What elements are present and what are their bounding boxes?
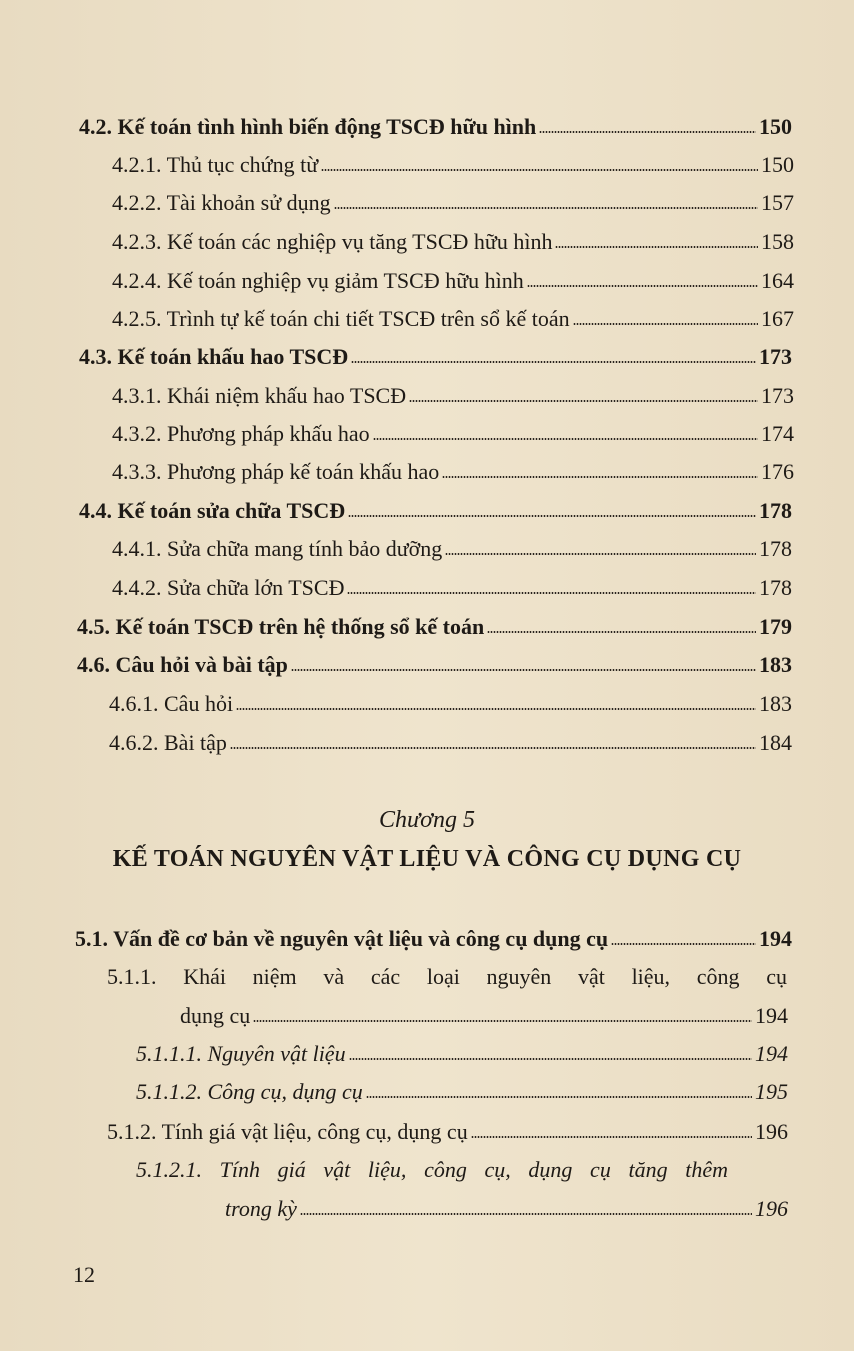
toc-entry-label: 4.2. Kế toán tình hình biến động TSCĐ hữu hình (79, 114, 537, 139)
leader-dots (366, 1095, 752, 1099)
toc-entry-label: 4.6. Câu hỏi và bài tập (77, 652, 288, 677)
leader-dots (611, 942, 756, 946)
toc-entry-page: 158 (761, 229, 794, 254)
leader-dots (409, 399, 758, 403)
toc-entry-page: 194 (759, 926, 792, 951)
toc-entry-page: 167 (761, 306, 794, 331)
leader-dots (539, 130, 756, 134)
toc-entry-page: 178 (759, 498, 792, 523)
toc-entry[interactable] (112, 421, 794, 447)
toc-entry-page: 179 (759, 614, 792, 639)
leader-dots (321, 168, 758, 172)
toc-entry-page: 150 (759, 114, 792, 139)
toc-entry-page: 195 (755, 1079, 788, 1104)
toc-entry-page: 173 (761, 383, 794, 408)
toc-entry-label: 4.3.2. Phương pháp khấu hao (112, 421, 370, 446)
toc-entry[interactable] (107, 1119, 788, 1145)
toc-entry[interactable] (112, 268, 794, 294)
toc-entry-page: 183 (759, 652, 792, 677)
toc-entry[interactable] (112, 190, 794, 216)
toc-entry-label: 4.4.2. Sửa chữa lớn TSCĐ (112, 575, 345, 600)
toc-entry-label: 4.4.1. Sửa chữa mang tính bảo dưỡng (112, 536, 443, 561)
leader-dots (291, 668, 756, 672)
leader-dots (445, 552, 756, 556)
leader-dots (348, 514, 756, 518)
toc-entry-label: dụng cụ (180, 1003, 251, 1028)
leader-dots (236, 707, 756, 711)
toc-entry-label: 4.3.3. Phương pháp kế toán khấu hao (112, 459, 440, 484)
toc-entry-label[interactable]: 5.1.1. Khái niệm và các loại nguyên vật liệu, công cụ (107, 964, 787, 989)
page-number: 12 (73, 1262, 95, 1287)
toc-entry[interactable] (180, 1003, 788, 1029)
toc-entry-page: 164 (761, 268, 794, 293)
toc-entry-page: 174 (761, 421, 794, 446)
toc-entry[interactable] (109, 691, 792, 717)
toc-entry[interactable] (112, 575, 792, 601)
toc-entry-label: 4.3. Kế toán khấu hao TSCĐ (79, 344, 349, 369)
leader-dots (300, 1212, 752, 1216)
leader-dots (442, 475, 758, 479)
toc-entry-label: 5.1.2. Tính giá vật liệu, công cụ, dụng cụ (107, 1119, 468, 1144)
leader-dots (347, 591, 756, 595)
leader-dots (487, 630, 756, 634)
toc-entry[interactable] (77, 652, 792, 678)
toc-entry-page: 183 (759, 691, 792, 716)
leader-dots (253, 1019, 752, 1023)
toc-entry[interactable] (136, 1041, 788, 1067)
toc-entry-label: 4.2.4. Kế toán nghiệp vụ giảm TSCĐ hữu hình (112, 268, 524, 293)
toc-entry[interactable] (112, 229, 794, 255)
toc-entry-page: 178 (759, 536, 792, 561)
leader-dots (351, 360, 756, 364)
toc-entry-page: 184 (759, 730, 792, 755)
toc-entry-label: 4.2.2. Tài khoản sử dụng (112, 190, 331, 215)
leader-dots (230, 746, 756, 750)
toc-entry-label: trong kỳ (225, 1196, 297, 1221)
toc-entry[interactable] (79, 344, 792, 370)
toc-entry-page: 178 (759, 575, 792, 600)
toc-entry-label: 4.3.1. Khái niệm khấu hao TSCĐ (112, 383, 407, 408)
toc-entry[interactable] (75, 926, 792, 952)
toc-entry[interactable] (112, 459, 794, 485)
chapter-label: Chương 5 (379, 807, 475, 833)
leader-dots (471, 1135, 752, 1139)
toc-entry-page: 176 (761, 459, 794, 484)
toc-entry-label: 4.2.3. Kế toán các nghiệp vụ tăng TSCĐ hữu hình (112, 229, 553, 254)
toc-entry[interactable] (79, 114, 792, 140)
toc-entry[interactable] (77, 614, 792, 640)
toc-entry[interactable] (225, 1196, 788, 1222)
toc-entry-page: 196 (755, 1119, 788, 1144)
toc-entry-label: 4.2.1. Thủ tục chứng từ (112, 152, 319, 177)
toc-entry-label: 4.6.1. Câu hỏi (109, 691, 234, 716)
leader-dots (349, 1057, 752, 1061)
leader-dots (334, 206, 758, 210)
toc-entry[interactable] (136, 1079, 788, 1105)
toc-entry[interactable] (112, 536, 792, 562)
leader-dots (573, 322, 758, 326)
toc-entry-label: 5.1.1.1. Nguyên vật liệu (136, 1041, 346, 1066)
toc-entry-label: 4.4. Kế toán sửa chữa TSCĐ (79, 498, 346, 523)
toc-entry-label: 4.6.2. Bài tập (109, 730, 227, 755)
toc-entry[interactable] (112, 306, 794, 332)
toc-entry-page: 150 (761, 152, 794, 177)
leader-dots (555, 245, 758, 249)
toc-entry-label: 4.5. Kế toán TSCĐ trên hệ thống sổ kế toán (77, 614, 485, 639)
toc-entry[interactable] (112, 152, 794, 178)
toc-entry-label: 5.1. Vấn đề cơ bản về nguyên vật liệu và công cụ dụng cụ (75, 926, 609, 951)
toc-entry[interactable] (109, 730, 792, 756)
leader-dots (373, 437, 758, 441)
toc-entry[interactable] (112, 383, 794, 409)
toc-entry-label[interactable]: 5.1.2.1. Tính giá vật liệu, công cụ, dụng cụ tăng thêm (136, 1157, 728, 1182)
toc-entry-page: 196 (755, 1196, 788, 1221)
chapter-title: KẾ TOÁN NGUYÊN VẬT LIỆU VÀ CÔNG CỤ DỤNG CỤ (112, 846, 742, 872)
toc-entry-page: 157 (761, 190, 794, 215)
toc-entry-page: 194 (755, 1003, 788, 1028)
leader-dots (527, 284, 758, 288)
toc-entry-label: 4.2.5. Trình tự kế toán chi tiết TSCĐ trên sổ kế toán (112, 306, 570, 331)
toc-entry-label: 5.1.1.2. Công cụ, dụng cụ (136, 1079, 363, 1104)
toc-entry-page: 173 (759, 344, 792, 369)
toc-entry[interactable] (79, 498, 792, 524)
toc-entry-page: 194 (755, 1041, 788, 1066)
